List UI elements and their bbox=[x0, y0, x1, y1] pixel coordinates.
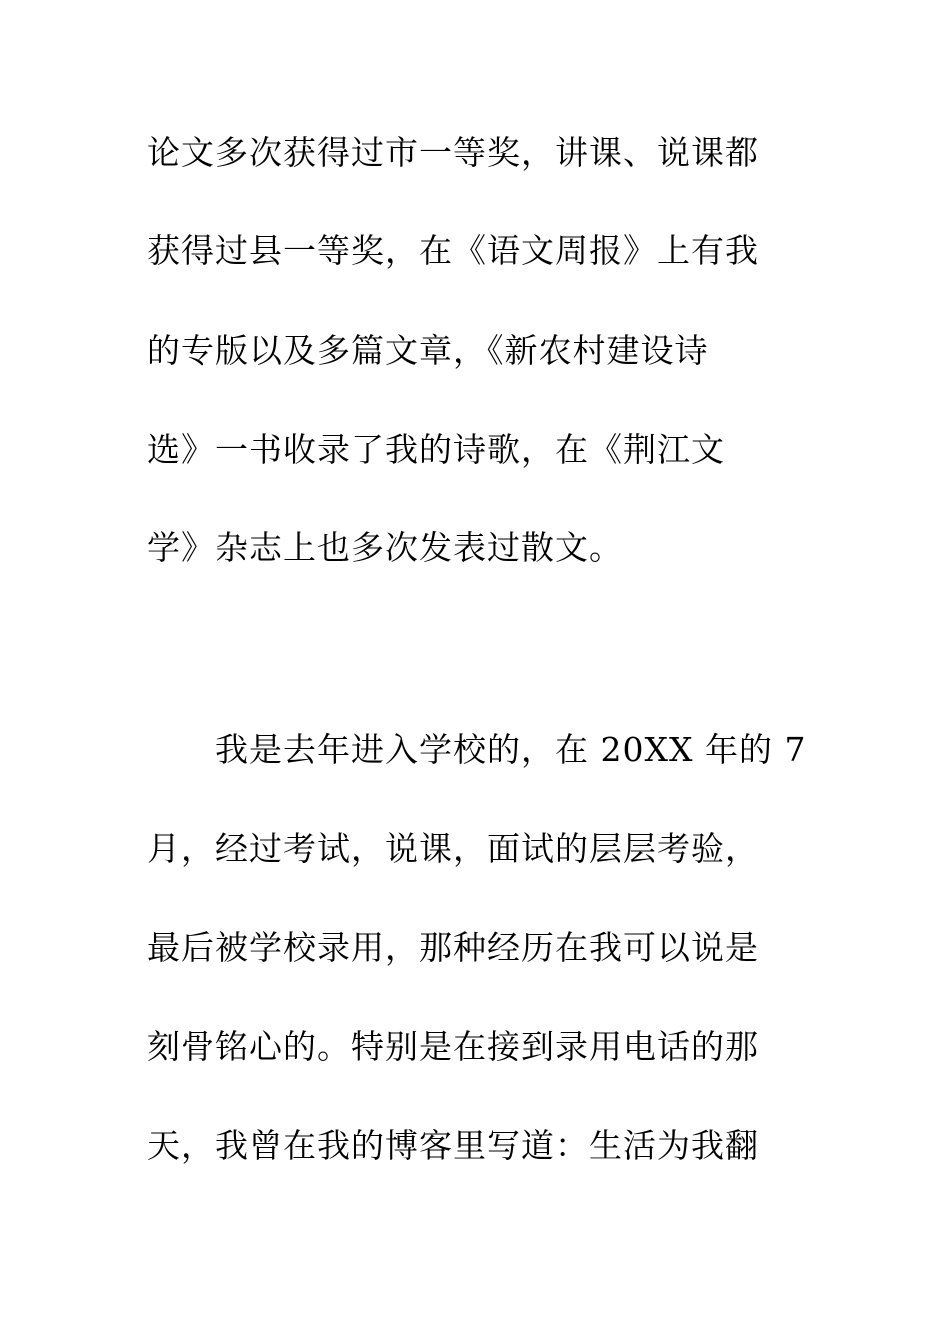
paragraph-1-line-2: 获得过县一等奖，在《语文周报》上有我 bbox=[147, 231, 759, 270]
paragraph-1-line-1: 论文多次获得过市一等奖，讲课、说课都 bbox=[147, 133, 759, 172]
paragraph-1-line-5: 学》杂志上也多次发表过散文。 bbox=[147, 528, 623, 567]
paragraph-2-line-1: 我是去年进入学校的，在 20XX 年的 7 bbox=[147, 730, 807, 769]
paragraph-2-line-4: 刻骨铭心的。特别是在接到录用电话的那 bbox=[147, 1027, 759, 1066]
paragraph-2-line-3: 最后被学校录用，那种经历在我可以说是 bbox=[147, 928, 759, 967]
paragraph-1-line-3: 的专版以及多篇文章，《新农村建设诗 bbox=[147, 331, 709, 370]
paragraph-1-line-4: 选》一书收录了我的诗歌，在《荆江文 bbox=[147, 430, 725, 469]
paragraph-2-line-2: 月，经过考试，说课，面试的层层考验， bbox=[147, 829, 759, 868]
paragraph-2-line-5: 天，我曾在我的博客里写道：生活为我翻 bbox=[147, 1126, 759, 1165]
